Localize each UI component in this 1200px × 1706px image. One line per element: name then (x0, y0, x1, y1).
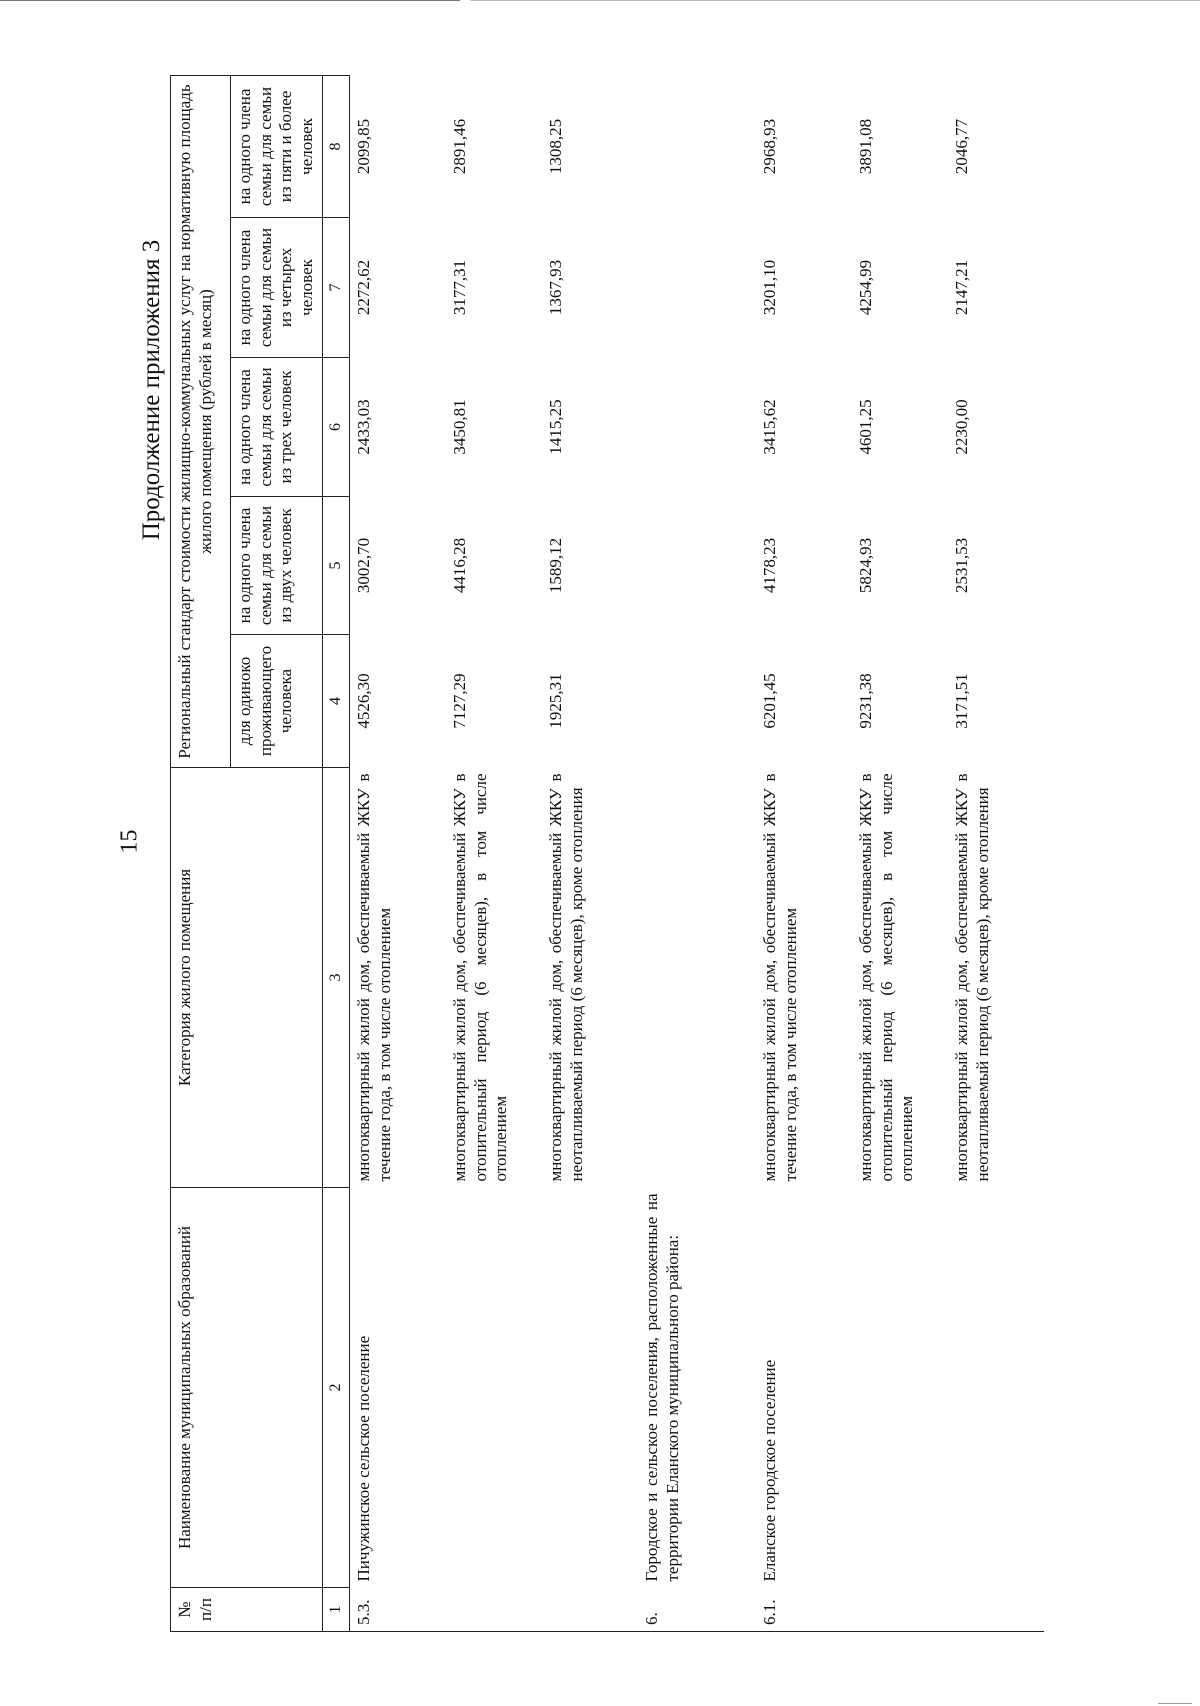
value-four: 3177,31 (449, 259, 469, 316)
value-three: 2230,00 (951, 399, 971, 455)
value-four (638, 218, 756, 358)
column-number: 6 (322, 358, 349, 497)
housing-category: многоквартирный жилой дом, обеспечиваемый ЖКУ в течение года, в том числе отоплением (759, 773, 800, 1182)
value-single (638, 635, 756, 768)
header-standard: Региональный стандарт стоимости жилищно-коммунальных услуг на нормативную площадь жилого помещения (рублей в месяц) (171, 75, 231, 767)
row-number: 6. (638, 1588, 756, 1632)
value-two: 2531,53 (951, 537, 971, 594)
value-single: 7127,29 (449, 673, 469, 729)
scan-edge-line (1158, 1703, 1192, 1704)
subheader-four: на одного члена семьи для семьи из четырех человек (231, 218, 323, 358)
table-row (756, 75, 852, 1631)
table-row (542, 75, 638, 1631)
value-three: 3415,62 (759, 399, 779, 455)
row-number: 6.1. (756, 1588, 852, 1632)
table-row (349, 75, 446, 1631)
column-number: 4 (322, 635, 349, 768)
tariff-table (170, 75, 1044, 1632)
value-single: 1925,31 (545, 673, 565, 729)
value-five: 3891,08 (855, 118, 875, 175)
housing-category: многоквартирный жилой дом, обеспечиваемый ЖКУ в течение года, в том числе отоплением (353, 773, 394, 1182)
value-five: 1308,25 (545, 118, 565, 175)
municipality-name (446, 1188, 542, 1588)
table-row (852, 75, 948, 1631)
column-number: 8 (322, 75, 349, 217)
subheader-single: для одиноко проживающего человека (231, 635, 323, 768)
header-num: № п/п (171, 1588, 323, 1632)
column-number: 2 (322, 1188, 349, 1588)
subheader-two: на одного члена семьи для семьи из двух человек (231, 497, 323, 635)
column-number: 3 (322, 768, 349, 1188)
municipality-name: Пичужинское сельское поселение (353, 1335, 373, 1582)
row-number (446, 1588, 542, 1632)
value-three: 3450,81 (449, 399, 469, 455)
value-two: 4178,23 (759, 537, 779, 594)
value-three: 4601,25 (855, 399, 875, 455)
subheader-three: на одного члена семьи для семьи из трех человек (231, 358, 323, 497)
value-single: 9231,38 (855, 673, 875, 729)
value-four: 4254,99 (855, 259, 875, 316)
value-five: 2968,93 (759, 118, 779, 175)
value-single: 3171,51 (951, 673, 971, 729)
column-number: 5 (322, 497, 349, 635)
row-number (852, 1588, 948, 1632)
value-two (638, 497, 756, 635)
value-four: 2147,21 (951, 259, 971, 316)
value-two: 4416,28 (449, 537, 469, 594)
housing-category: многоквартирный жилой дом, обеспечиваемый ЖКУ в отопительный период (6 месяцев), в том числе отоплением (449, 773, 511, 1182)
value-two: 3002,70 (353, 537, 373, 594)
housing-category: многоквартирный жилой дом, обеспечиваемый ЖКУ в отопительный период (6 месяцев), в том числе отоплением (855, 773, 917, 1182)
row-number: 5.3. (349, 1588, 446, 1632)
municipality-name (542, 1188, 638, 1588)
subheader-five: на одного члена семьи для семьи из пяти и более человек (231, 75, 323, 217)
municipality-name (852, 1188, 948, 1588)
value-three: 1415,25 (545, 399, 565, 455)
continuation-title: Продолжение приложения 3 (138, 239, 165, 541)
row-number (948, 1588, 1044, 1632)
value-two: 5824,93 (855, 537, 875, 594)
housing-category: многоквартирный жилой дом, обеспечиваемый ЖКУ в неотапливаемый период (6 месяцев), кроме отопления (545, 773, 586, 1182)
municipality-name (948, 1188, 1044, 1588)
value-five: 2099,85 (353, 118, 373, 175)
municipality-name: Еланское городское поселение (759, 1359, 779, 1582)
housing-category (638, 768, 756, 1188)
value-two: 1589,12 (545, 537, 565, 594)
row-number (542, 1588, 638, 1632)
table-row (446, 75, 542, 1631)
table-section-row (638, 75, 756, 1631)
rotated-table-container (170, 76, 1150, 1632)
value-single: 6201,45 (759, 673, 779, 729)
header-category: Категория жилого помещения (171, 768, 323, 1188)
value-four: 3201,10 (759, 259, 779, 316)
value-four: 1367,93 (545, 259, 565, 316)
header-name: Наименование муниципальных образований (171, 1188, 323, 1588)
value-five (638, 75, 756, 217)
column-number: 1 (322, 1588, 349, 1632)
scan-edge-line (0, 0, 460, 1)
value-single: 4526,30 (353, 673, 373, 729)
housing-category: многоквартирный жилой дом, обеспечиваемый ЖКУ в неотапливаемый период (6 месяцев), кроме отопления (951, 773, 992, 1182)
value-five: 2891,46 (449, 118, 469, 175)
municipality-name: Городское и сельское поселения, расположенные на территории Еланского муниципального района: (641, 1193, 682, 1582)
value-five: 2046,77 (951, 118, 971, 175)
column-number: 7 (322, 218, 349, 358)
table-row (948, 75, 1044, 1631)
value-four: 2272,62 (353, 259, 373, 316)
page-number: 15 (116, 829, 143, 854)
column-numbers-row (322, 75, 349, 1631)
value-three (638, 358, 756, 497)
value-three: 2433,03 (353, 399, 373, 455)
scan-edge-line (470, 0, 1200, 1)
